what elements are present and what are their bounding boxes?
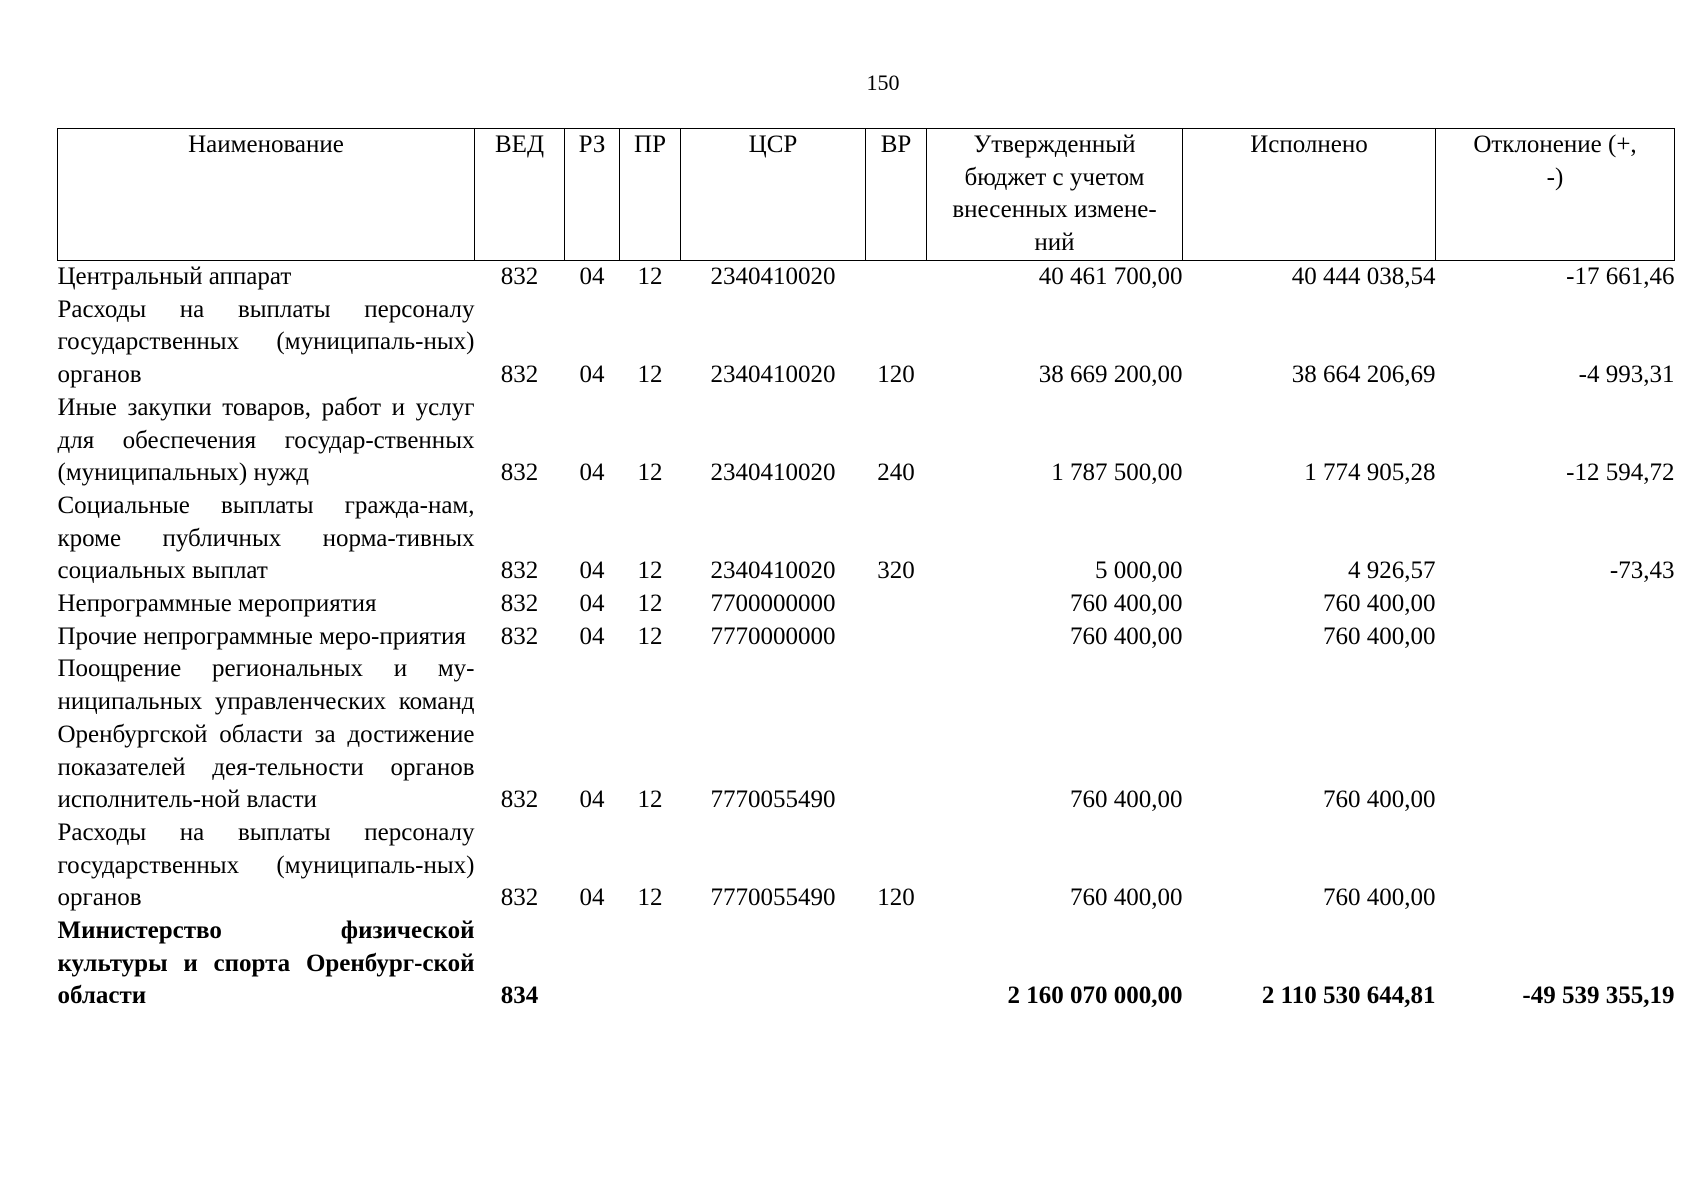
budget-table (57, 128, 1675, 1013)
row-csr: 7770055490 (710, 786, 836, 814)
table-row (58, 490, 1675, 588)
table-row (58, 294, 1675, 392)
row-name: Центральный аппарат (57, 263, 292, 290)
row-name: Расходы на выплаты персоналу государственных (муниципаль-ных) органов (57, 818, 475, 912)
row-pr (620, 915, 681, 1013)
header-deviation: Отклонение (+, -) (1436, 129, 1675, 261)
row-ved: 832 (500, 263, 539, 290)
row-csr: 2340410020 (710, 557, 836, 585)
row-executed: 760 400,00 (1323, 590, 1436, 618)
row-ved: 834 (500, 982, 539, 1010)
row-rz: 04 (579, 557, 605, 585)
header-vr: ВР (866, 129, 927, 261)
table-row-total (58, 915, 1675, 1013)
row-name: Министерство физической культуры и спорта Оренбург-ской области (57, 917, 475, 1010)
header-pr: ПР (620, 129, 681, 261)
row-pr: 12 (637, 557, 663, 585)
row-executed: 40 444 038,54 (1291, 263, 1436, 290)
row-pr: 12 (637, 361, 663, 389)
row-name: Социальные выплаты гражда-нам, кроме публичных норма-тивных социальных выплат (57, 491, 475, 585)
table-row (58, 621, 1675, 654)
row-deviation: -49 539 355,19 (1522, 982, 1675, 1010)
row-vr (866, 915, 927, 1013)
row-csr: 2340410020 (710, 459, 836, 487)
table-row (58, 653, 1675, 817)
row-pr: 12 (637, 263, 663, 290)
row-rz: 04 (579, 361, 605, 389)
row-ved: 832 (500, 590, 539, 618)
row-deviation: -17 661,46 (1566, 263, 1675, 290)
row-pr: 12 (637, 590, 663, 618)
row-deviation (1436, 653, 1675, 817)
row-deviation: -73,43 (1609, 557, 1675, 585)
row-ved: 832 (500, 786, 539, 814)
row-vr: 240 (877, 459, 915, 487)
row-name: Расходы на выплаты персоналу государственных (муниципаль-ных) органов (57, 295, 475, 389)
row-name: Непрограммные мероприятия (57, 590, 377, 618)
row-csr: 7770000000 (710, 622, 836, 650)
header-csr: ЦСР (681, 129, 866, 261)
row-rz: 04 (579, 622, 605, 650)
row-deviation (1436, 588, 1675, 621)
row-deviation: -12 594,72 (1566, 459, 1675, 487)
row-vr (866, 621, 927, 654)
row-name: Поощрение региональных и му-ниципальных управленческих команд Оренбургской области за достижение показателей дея-тельности органов исполнитель-ной власти (57, 655, 475, 814)
row-vr (866, 653, 927, 817)
row-executed: 760 400,00 (1323, 884, 1436, 912)
table-row (58, 588, 1675, 621)
row-rz: 04 (579, 263, 605, 290)
row-pr: 12 (637, 622, 663, 650)
row-vr (866, 261, 927, 294)
row-ved: 832 (500, 557, 539, 585)
row-approved: 38 669 200,00 (1038, 361, 1183, 389)
header-executed: Исполнено (1183, 129, 1436, 261)
row-executed: 2 110 530 644,81 (1261, 982, 1436, 1010)
row-executed: 4 926,57 (1348, 557, 1436, 585)
header-approved: Утвержденный бюджет с учетом внесенных измене-ний (927, 129, 1183, 261)
row-pr: 12 (637, 459, 663, 487)
row-csr: 7700000000 (710, 590, 836, 618)
row-approved: 5 000,00 (1095, 557, 1183, 585)
row-executed: 1 774 905,28 (1304, 459, 1436, 487)
header-rz: РЗ (565, 129, 620, 261)
header-name: Наименование (58, 129, 475, 261)
row-vr: 120 (877, 884, 915, 912)
row-rz: 04 (579, 459, 605, 487)
row-deviation (1436, 621, 1675, 654)
row-rz (565, 915, 620, 1013)
row-deviation: -4 993,31 (1578, 361, 1675, 389)
row-approved: 1 787 500,00 (1051, 459, 1183, 487)
header-row (58, 129, 1675, 261)
row-approved: 760 400,00 (1070, 622, 1183, 650)
row-executed: 760 400,00 (1323, 622, 1436, 650)
row-approved: 760 400,00 (1070, 590, 1183, 618)
page-number: 150 (866, 70, 900, 95)
row-approved: 2 160 070 000,00 (1007, 982, 1183, 1010)
row-approved: 760 400,00 (1070, 884, 1183, 912)
row-csr: 7770055490 (710, 884, 836, 912)
row-rz: 04 (579, 884, 605, 912)
row-name: Прочие непрограммные меро-приятия (57, 622, 466, 650)
row-ved: 832 (500, 622, 539, 650)
row-approved: 760 400,00 (1070, 786, 1183, 814)
row-ved: 832 (500, 459, 539, 487)
row-vr (866, 588, 927, 621)
row-pr: 12 (637, 786, 663, 814)
row-approved: 40 461 700,00 (1038, 263, 1183, 290)
row-executed: 38 664 206,69 (1291, 361, 1436, 389)
row-vr: 320 (877, 557, 915, 585)
row-ved: 832 (500, 884, 539, 912)
table-row (58, 392, 1675, 490)
row-csr: 2340410020 (710, 263, 836, 290)
row-executed: 760 400,00 (1323, 786, 1436, 814)
row-ved: 832 (500, 361, 539, 389)
row-pr: 12 (637, 884, 663, 912)
row-deviation (1436, 817, 1675, 915)
row-vr: 120 (877, 361, 915, 389)
row-rz: 04 (579, 786, 605, 814)
row-csr (681, 915, 866, 1013)
table-row (58, 817, 1675, 915)
row-rz: 04 (579, 590, 605, 618)
row-csr: 2340410020 (710, 361, 836, 389)
row-name: Иные закупки товаров, работ и услуг для обеспечения государ-ственных (муниципальных) нужд (57, 393, 475, 487)
header-ved: ВЕД (475, 129, 565, 261)
table-row (58, 261, 1675, 294)
